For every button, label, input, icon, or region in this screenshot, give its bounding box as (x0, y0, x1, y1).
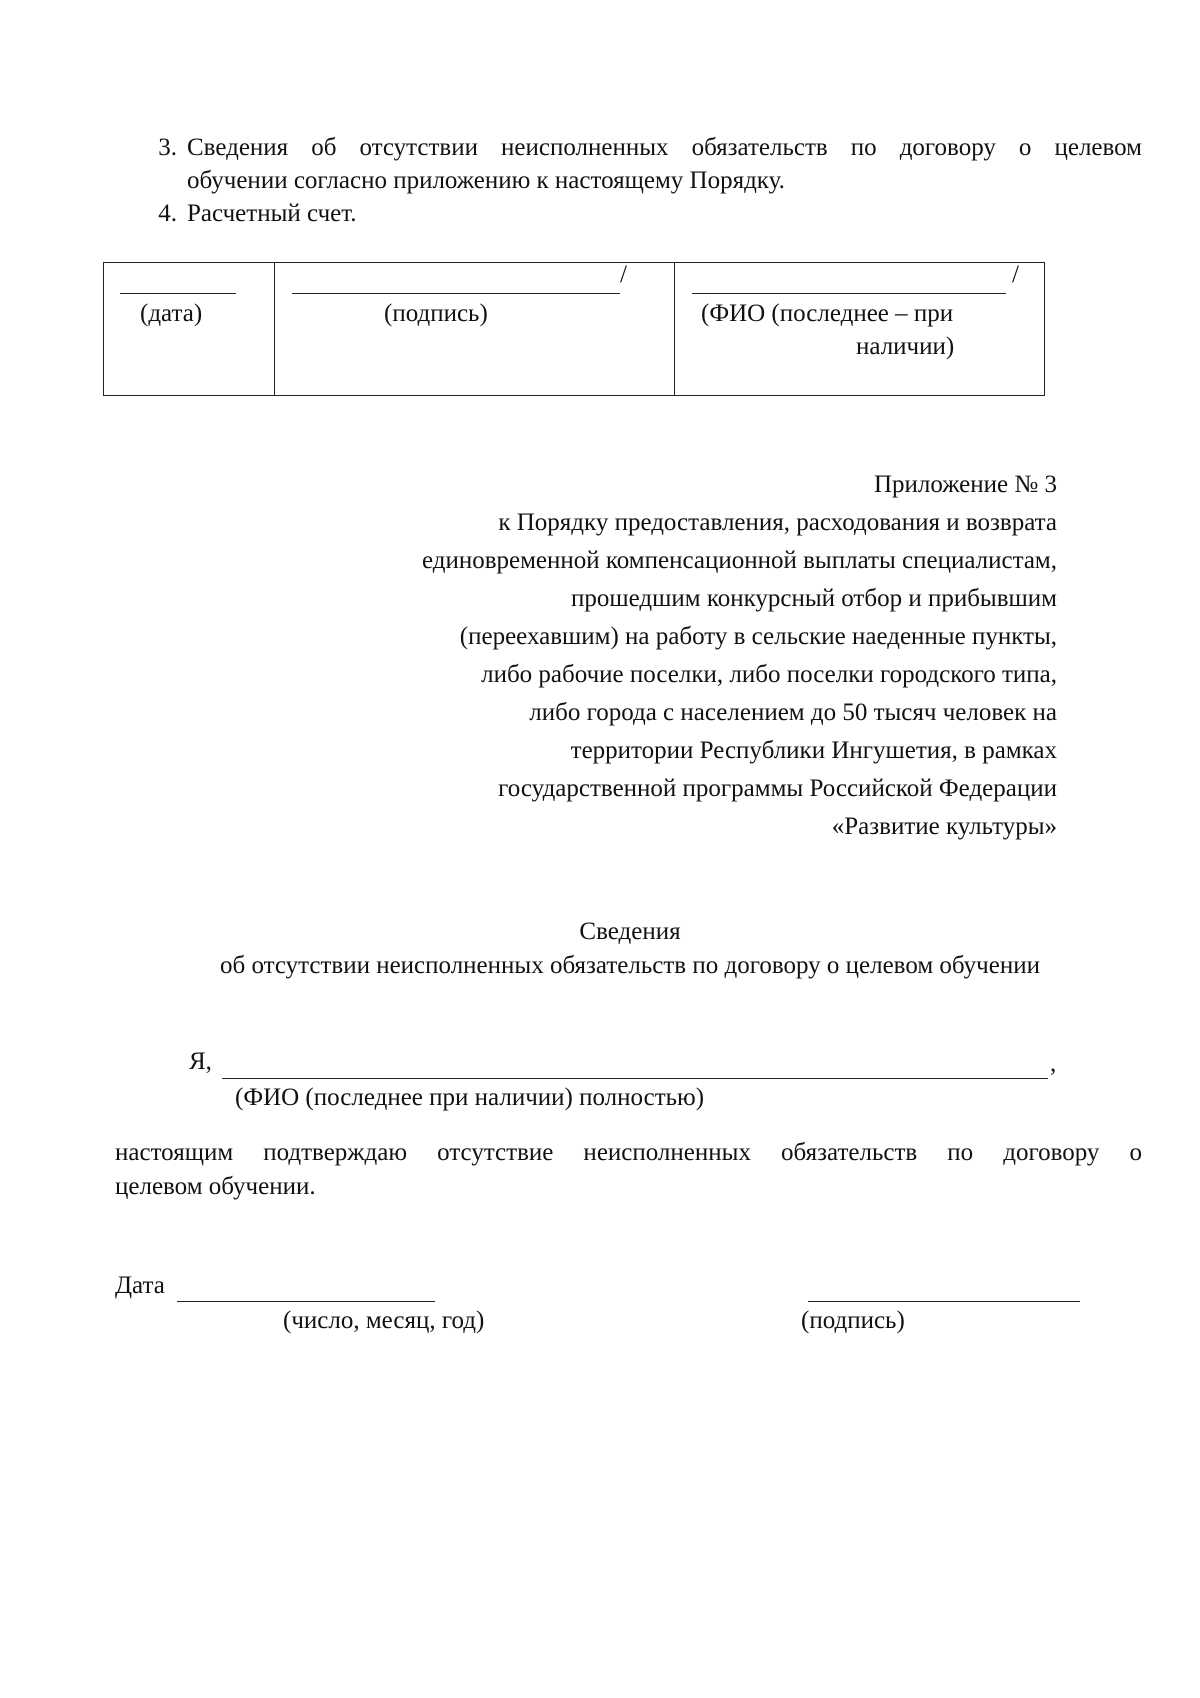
date-label: (дата) (140, 300, 203, 327)
list-item-3-line2: обучении согласно приложению к настоящему Порядку. (187, 167, 785, 194)
signature-underline (292, 293, 620, 294)
fio-fill-line (222, 1078, 1048, 1079)
list-item-3-number: 3. (158, 134, 177, 161)
appendix-line: к Порядку предоставления, расходования и возврата (498, 509, 1057, 536)
fio-comma: , (1050, 1050, 1057, 1077)
list-item-4-text: Расчетный счет. (187, 200, 357, 227)
appendix-line: территории Республики Ингушетия, в рамках (570, 737, 1057, 764)
appendix-line: единовременной компенсационной выплаты специалистам, (421, 547, 1057, 574)
appendix-line: государственной программы Российской Федерации (498, 775, 1057, 802)
signature-fill-line (808, 1301, 1080, 1302)
fio-label-line1: (ФИО (последнее – при (701, 300, 954, 327)
appendix-header (422, 466, 1057, 846)
appendix-title: Приложение № 3 (873, 471, 1057, 498)
fio-caption: (ФИО (последнее при наличии) полностью) (235, 1084, 705, 1111)
form-subheading: об отсутствии неисполненных обязательств по договору о целевом обучении (220, 952, 1040, 979)
form-heading: Сведения (579, 918, 681, 945)
date-fill-line (177, 1301, 435, 1302)
appendix-line: прошедшим конкурсный отбор и прибывшим (571, 585, 1057, 612)
appendix-line: «Развитие культуры» (831, 813, 1057, 840)
fio-label-line2: наличии) (856, 333, 955, 360)
list-item-4-number: 4. (158, 200, 177, 227)
signature-slash: / (620, 261, 627, 288)
statement-line1: настоящим подтверждаю отсутствие неисполненных обязательств по договору о (115, 1139, 1142, 1166)
appendix-line: либо города с населением до 50 тысяч человек на (529, 699, 1057, 726)
signature-label: (подпись) (384, 300, 488, 327)
fio-underline (692, 293, 1006, 294)
appendix-line: либо рабочие поселки, либо поселки городского типа, (481, 661, 1057, 688)
signature-table (103, 262, 1045, 396)
ya-label: Я, (189, 1048, 212, 1075)
date-label: Дата (115, 1272, 165, 1299)
appendix-line: (переехавшим) на работу в сельские наеденные пункты, (459, 623, 1057, 650)
table-divider (674, 263, 675, 395)
list-item-3-line1: Сведения об отсутствии неисполненных обязательств по договору о целевом (187, 134, 1142, 161)
fio-slash: / (1012, 261, 1019, 288)
date-underline (120, 293, 236, 294)
signature-caption: (подпись) (801, 1307, 905, 1334)
table-divider (274, 263, 275, 395)
statement-line2: целевом обучении. (115, 1173, 316, 1200)
date-caption: (число, месяц, год) (283, 1307, 485, 1334)
